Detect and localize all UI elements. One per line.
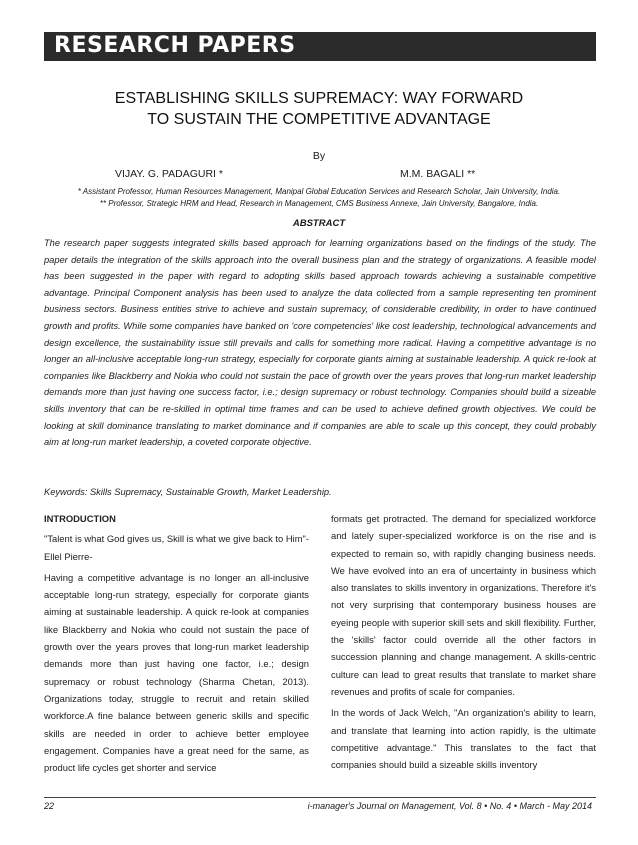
abstract-text: The research paper suggests integrated skills based approach for learning organizations based on the findings of the study. The paper details the integration of the skills approach into the overall business plan and the strategy of organizations. A feasible model has been suggested in the paper with regard to adopting skills based approach towards achieving a sustainable competitive advantage. Principal Component analysis has been used to analyze the data collected from a sample representing ten prominent business sectors. Business entities strive to achieve and sustain supremacy, of considerable credibility, in order to have continued growth and profits. While some companies have banked on 'core competencies' like cost leadership, technological advancements and design excellence, the sustainability issue still prevails and calls for something more radical. Having a competitive advantage is no longer an all-inclusive acceptable long-run strategy, especially for corporate giants aiming at sustainable leadership. A quick re-look at companies like Blackberry and Nokia who could not sustain the pace of growth over the years proves that long-run market leadership demands more than just having one success factor, i.e.; design supremacy or robust technology. Companies should build a sizeable skills inventory that can be re-skilled in optimal time frames and can be used to achieve defined growth objectives. We could be looking at skill dominance translating to market dominance and if companies are able to scale up this concept, they could probably aim at long-run market leadership, a coveted corporate objective. (44, 238, 596, 448)
affiliation-1: * Assistant Professor, Human Resources Management, Manipal Global Education Services and Research Scholar, Jain University, India. (77, 187, 561, 196)
abstract-heading: ABSTRACT (292, 218, 346, 229)
body-column-left (44, 510, 309, 780)
paper-title-line-1: ESTABLISHING SKILLS SUPREMACY: WAY FORWARD (114, 90, 524, 107)
body-column-right (331, 510, 596, 777)
body-paragraph: In the words of Jack Welch, "An organization's ability to learn, and translate that learning into action rapidly, is the ultimate competitive advantage." This translates to the fact that companies should build a sizeable skills inventory (331, 707, 596, 771)
author-1: VIJAY. G. PADAGURI * (115, 168, 223, 180)
epigraph-quote: "Talent is what God gives us, Skill is what we give back to Him"-Ellel Pierre- (44, 533, 309, 562)
by-label: By (312, 150, 326, 162)
author-2: M.M. BAGALI ** (400, 168, 476, 180)
footer-divider (44, 797, 596, 798)
body-paragraph: Having a competitive advantage is no longer an all-inclusive acceptable long-run strategy, especially for corporate giants aiming at sustainable leadership. A quick re-look at companies like Blackberry and Nokia who could not sustain the pace of growth over the years proves that long-run market leadership demands more than just having one factor, i.e.; design supremacy or robust technology (Sharma Chetan, 2013). Organizations today, struggle to recruit and retain skilled workforce.A fine balance between generic skills and specific skills are needed in order to achieve better employee engagement. Companies have a great need for the same, as product life cycles get shorter and service (44, 571, 309, 774)
affiliation-2: ** Professor, Strategic HRM and Head, Research in Management, CMS Business Annexe, Jain University, Bangalore, India. (99, 199, 539, 208)
paper-title (60, 88, 578, 130)
body-paragraph: formats get protracted. The demand for specialized workforce and lately super-specialized workforce is on the rise and is expected to remain so, with rapidly changing business needs. We have evolved into an era of uncertainty in business which also translates to skills inventory in organizations. Therefore it's not very surprising that contemporary business houses are eyeing people with superior skill sets and skill flexibility. Further, the 'skills' factor could override all the other factors in succession planning and change management. A skills-centric culture can lead to great results that translate to market share revenues and profits of scale for companies. (331, 513, 596, 697)
section-banner (44, 32, 596, 61)
paper-title-line-2: TO SUSTAIN THE COMPETITIVE ADVANTAGE (147, 111, 491, 128)
introduction-heading: INTRODUCTION (44, 513, 116, 524)
section-banner-label: RESEARCH PAPERS (54, 33, 296, 58)
page-number: 22 (44, 801, 55, 811)
journal-citation: i-manager's Journal on Management, Vol. 8 • No. 4 • March - May 2014 (307, 801, 592, 811)
keywords: Keywords: Skills Supremacy, Sustainable Growth, Market Leadership. (44, 487, 332, 497)
